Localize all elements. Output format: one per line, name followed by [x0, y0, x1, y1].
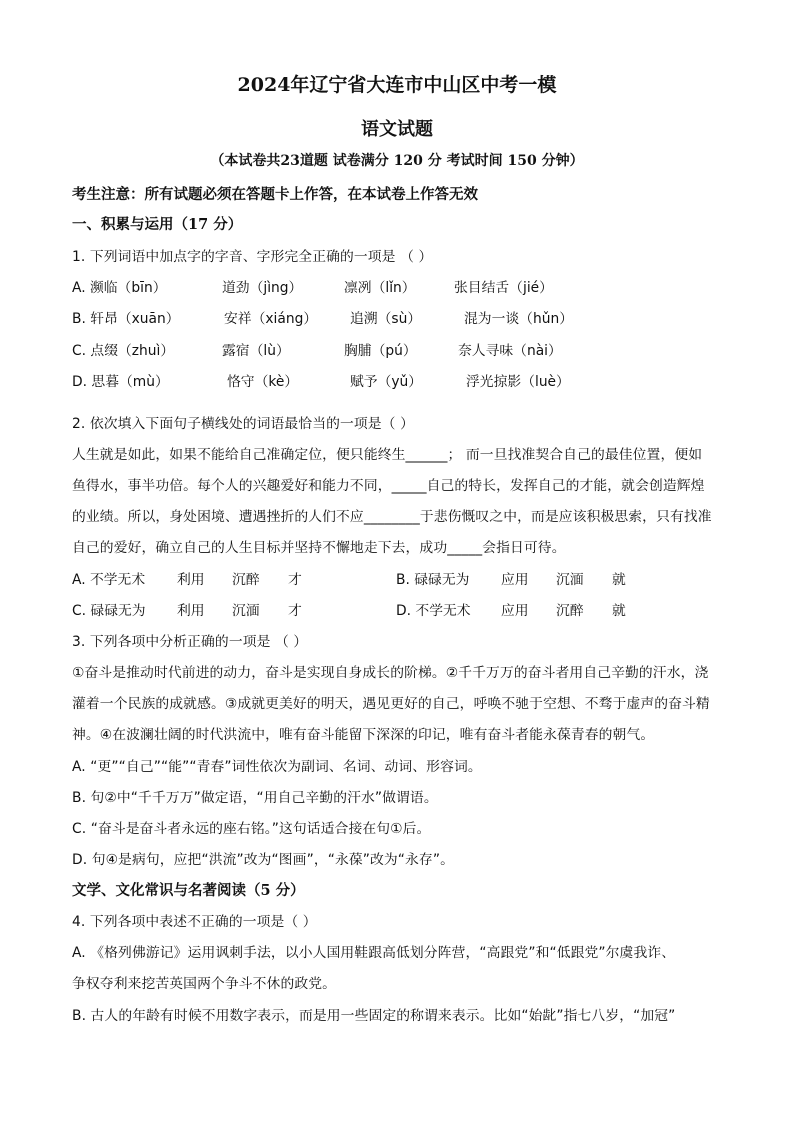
candidate-notice: 考生注意：所有试题必须在答题卡上作答，在本试卷上作答无效 — [72, 186, 478, 203]
exam-info: （本试卷共23道题 试卷满分 120 分 考试时间 150 分钟） — [210, 153, 584, 169]
q4-text-line-3: B. 古人的年龄有时候不用数字表示，而是用一些固定的称谓来表示。比如“始龀”指七八岁，“加冠” — [72, 1008, 676, 1024]
question-4-stem: 4. 下列各项中表述不正确的一项是（ ） — [72, 914, 317, 930]
q2-c-2: 利用 — [177, 603, 205, 619]
q1-a-2: 道劲（jìng） — [222, 280, 303, 296]
q1-c-3: 胸脯（pú） — [344, 343, 417, 359]
q2-b-2: 应用 — [501, 572, 529, 588]
q2-a-1: A. 不学无术 — [72, 572, 146, 588]
q1-b-4: 混为一谈（hǔn） — [464, 311, 574, 327]
subject-title: 语文试题 — [361, 119, 433, 140]
q3-option-a: A. “更”“自己”“能”“青春”词性依次为副词、名词、动词、形容词。 — [72, 759, 482, 775]
q2-text-line-1: 人生就是如此，如果不能给自己准确定位，便只能终生______； 而一旦找准契合自己的最佳位置，便如 — [72, 447, 703, 463]
q2-text-line-3: 的业绩。所以，身处困境、遭遇挫折的人们不应________于悲伤慨叹之中，而是应该积极思索，只有找准 — [72, 509, 712, 525]
section-1-heading: 一、积累与运用（17 分） — [72, 216, 243, 233]
q1-c-1: C. 点缀（zhuì） — [72, 343, 175, 359]
q2-d-3: 沉醉 — [556, 603, 584, 619]
q4-text-line-2: 争权夺利来挖苦英国两个争斗不休的政党。 — [72, 976, 337, 992]
q3-text-line-3: 神。④在波澜壮阔的时代洪流中，唯有奋斗能留下深深的印记，唯有奋斗者能永葆青春的朝气。 — [72, 727, 655, 743]
q2-text-line-2: 鱼得水，事半功倍。每个人的兴趣爱好和能力不同，_____自己的特长，发挥自己的才能，就会创造辉煌 — [72, 478, 705, 494]
q1-b-1: B. 轩昂（xuān） — [72, 311, 180, 327]
q2-c-1: C. 碌碌无为 — [72, 603, 146, 619]
question-2-stem: 2. 依次填入下面句子横线处的词语最恰当的一项是（ ） — [72, 416, 414, 432]
exam-title: 2024年辽宁省大连市中山区中考一模 — [237, 74, 557, 96]
q3-text-line-1: ①奋斗是推动时代前进的动力，奋斗是实现自身成长的阶梯。②千千万万的奋斗者用自己辛勤的汗水，浇 — [72, 665, 709, 681]
q2-text-line-4: 自己的爱好，确立自己的人生目标并坚持不懈地走下去，成功_____会指日可待。 — [72, 540, 566, 556]
q2-b-1: B. 碌碌无为 — [396, 572, 470, 588]
q2-d-4: 就 — [612, 603, 626, 619]
q2-b-3: 沉湎 — [556, 572, 584, 588]
q2-a-4: 才 — [288, 572, 302, 588]
q1-b-2: 安祥（xiáng） — [224, 311, 318, 327]
q2-a-3: 沉醉 — [232, 572, 260, 588]
q1-b-3: 追溯（sù） — [350, 311, 422, 327]
q2-b-4: 就 — [612, 572, 626, 588]
q3-option-b: B. 句②中“千千万万”做定语，“用自己辛勤的汗水”做谓语。 — [72, 790, 438, 806]
q1-d-2: 恪守（kè） — [227, 374, 299, 390]
q3-option-c: C. “奋斗是奋斗者永远的座右铭。”这句话适合接在句①后。 — [72, 821, 431, 837]
q2-c-3: 沉湎 — [232, 603, 260, 619]
q1-d-3: 赋予（yǔ） — [350, 374, 423, 390]
question-1-stem: 1. 下列词语中加点字的字音、字形完全正确的一项是 （ ） — [72, 249, 433, 265]
q2-c-4: 才 — [288, 603, 302, 619]
q2-a-2: 利用 — [177, 572, 205, 588]
q1-a-1: A. 濒临（bīn） — [72, 280, 167, 296]
q3-text-line-2: 灌着一个民族的成就感。③成就更美好的明天，遇见更好的自己，呼唤不驰于空想、不骛于虚声的奋斗精 — [72, 696, 710, 712]
q1-a-4: 张目结舌（jié） — [454, 280, 553, 296]
q1-c-2: 露宿（lù） — [222, 343, 290, 359]
q1-d-1: D. 思暮（mù） — [72, 374, 169, 390]
q4-text-line-1: A. 《格列佛游记》运用讽刺手法，以小人国用鞋跟高低划分阵营，“高跟党”和“低跟党”尔虞我诈、 — [72, 945, 676, 961]
section-2-heading: 文学、文化常识与名著阅读（5 分） — [72, 882, 305, 899]
q1-c-4: 奈人寻味（nài） — [458, 343, 562, 359]
q3-option-d: D. 句④是病句，应把“洪流”改为“图画”，“永葆”改为“永存”。 — [72, 852, 454, 868]
q1-a-3: 凛冽（lǐn） — [344, 280, 416, 296]
q1-d-4: 浮光掠影（luè） — [466, 374, 570, 390]
question-3-stem: 3. 下列各项中分析正确的一项是 （ ） — [72, 634, 308, 650]
q2-d-2: 应用 — [501, 603, 529, 619]
q2-d-1: D. 不学无术 — [396, 603, 471, 619]
